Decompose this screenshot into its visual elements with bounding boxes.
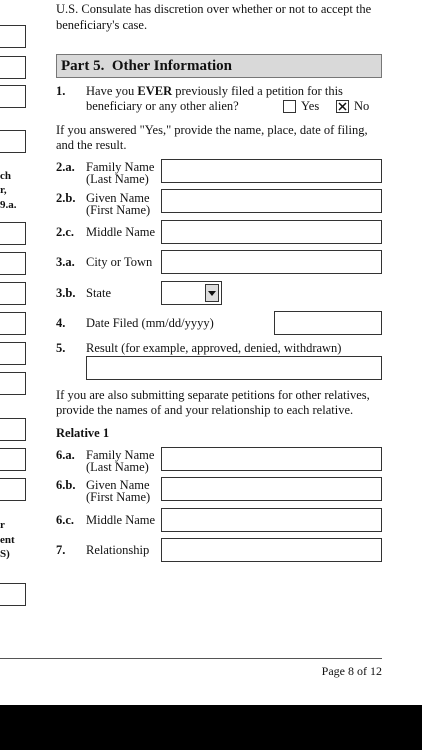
left-field-box-13[interactable] xyxy=(0,478,26,501)
given-name-sublabel: (First Name) xyxy=(86,203,151,217)
relative-given-name-input[interactable] xyxy=(161,477,382,501)
bottom-black-bar xyxy=(0,705,422,750)
left-field-box-4[interactable] xyxy=(0,130,26,153)
chevron-down-icon xyxy=(206,285,218,301)
field-number: 3.b. xyxy=(56,286,76,300)
field-number: 4. xyxy=(56,316,66,330)
family-name-label: Family Name xyxy=(86,160,155,174)
page-number: Page 8 of 12 xyxy=(321,664,382,678)
relative-given-name-sublabel: (First Name) xyxy=(86,490,151,504)
left-fragment-text: r, xyxy=(0,184,7,196)
relative-middle-name-label: Middle Name xyxy=(86,513,156,527)
yes-checkbox[interactable] xyxy=(283,100,296,113)
date-filed-input[interactable] xyxy=(274,311,382,335)
instruction-text: and the result. xyxy=(56,138,127,152)
state-label: State xyxy=(86,286,111,300)
left-field-box-11[interactable] xyxy=(0,418,26,441)
middle-name-input[interactable] xyxy=(161,220,382,244)
instruction-text: provide the names of and your relationship to each relative. xyxy=(56,403,354,417)
relative1-heading: Relative 1 xyxy=(56,426,110,440)
left-fragment-text: ch xyxy=(0,170,11,182)
left-field-box-10[interactable] xyxy=(0,372,26,395)
date-filed-label: Date Filed (mm/dd/yyyy) xyxy=(86,316,214,330)
relationship-input[interactable] xyxy=(161,538,382,562)
field-number: 5. xyxy=(56,341,66,355)
state-select[interactable] xyxy=(161,281,222,305)
middle-name-label: Middle Name xyxy=(86,225,156,239)
intro-text-line: U.S. Consulate has discretion over whether or not to accept the xyxy=(56,2,372,16)
part5-title: Part 5. Other Information xyxy=(61,58,232,74)
relative-family-name-sublabel: (Last Name) xyxy=(86,460,149,474)
instruction-text: If you answered "Yes," provide the name, place, date of filing, xyxy=(56,123,368,137)
q1-text: Have you EVER previously filed a petition for this xyxy=(86,84,343,98)
left-fragment-text: ent xyxy=(0,534,15,546)
family-name-sublabel: (Last Name) xyxy=(86,172,149,186)
field-number: 6.a. xyxy=(56,448,75,462)
field-number: 3.a. xyxy=(56,255,75,269)
no-checkbox[interactable] xyxy=(336,100,349,113)
given-name-input[interactable] xyxy=(161,189,382,213)
relative-middle-name-input[interactable] xyxy=(161,508,382,532)
field-number: 2.b. xyxy=(56,191,76,205)
intro-text-line: beneficiary's case. xyxy=(56,18,148,32)
left-field-box-2[interactable] xyxy=(0,56,26,79)
left-field-box-3[interactable] xyxy=(0,85,26,108)
left-fragment-text: 9.a. xyxy=(0,199,17,211)
left-field-box-9[interactable] xyxy=(0,342,26,365)
left-field-box-6[interactable] xyxy=(0,252,26,275)
left-field-box-12[interactable] xyxy=(0,448,26,471)
left-fragment-text: S) xyxy=(0,548,10,560)
field-number: 6.c. xyxy=(56,513,75,527)
field-number: 2.a. xyxy=(56,160,75,174)
q1-number: 1. xyxy=(56,84,66,98)
left-field-box-14[interactable] xyxy=(0,583,26,606)
left-field-box-8[interactable] xyxy=(0,312,26,335)
left-field-box-7[interactable] xyxy=(0,282,26,305)
field-number: 7. xyxy=(56,543,66,557)
relative-given-name-label: Given Name xyxy=(86,478,150,492)
result-label: Result (for example, approved, denied, withdrawn) xyxy=(86,341,342,355)
relative-family-name-input[interactable] xyxy=(161,447,382,471)
field-number: 2.c. xyxy=(56,225,75,239)
left-fragment-text: r xyxy=(0,519,5,531)
checkmark-x-icon xyxy=(337,101,348,112)
left-field-box-5[interactable] xyxy=(0,222,26,245)
relationship-label: Relationship xyxy=(86,543,150,557)
no-label: No xyxy=(354,99,370,113)
city-input[interactable] xyxy=(161,250,382,274)
family-name-input[interactable] xyxy=(161,159,382,183)
relative-family-name-label: Family Name xyxy=(86,448,155,462)
field-number: 6.b. xyxy=(56,478,76,492)
footer-divider xyxy=(0,658,382,659)
q1-text-line2: beneficiary or any other alien? xyxy=(86,99,239,113)
given-name-label: Given Name xyxy=(86,191,150,205)
left-field-box-1[interactable] xyxy=(0,25,26,48)
yes-label: Yes xyxy=(301,99,320,113)
city-label: City or Town xyxy=(86,255,153,269)
part5-header xyxy=(56,54,382,78)
dropdown-button[interactable] xyxy=(205,284,219,302)
result-input[interactable] xyxy=(86,356,382,380)
instruction-text: If you are also submitting separate petitions for other relatives, xyxy=(56,388,370,402)
